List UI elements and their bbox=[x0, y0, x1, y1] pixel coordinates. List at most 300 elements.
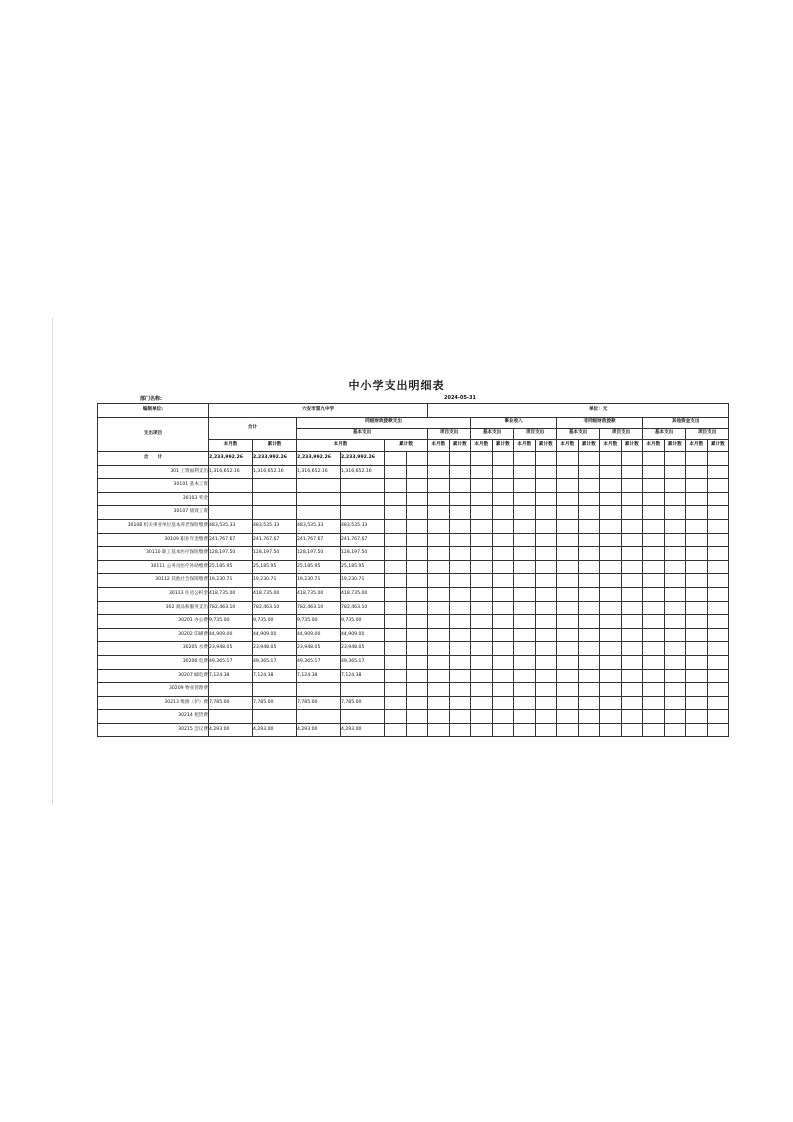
cell-fiscal-month: 7,124.38 bbox=[297, 669, 341, 683]
empty-cell bbox=[686, 710, 708, 724]
empty-cell bbox=[557, 451, 579, 465]
cell-fiscal-cumulative: 2,233,992.26 bbox=[341, 451, 385, 465]
empty-cell bbox=[514, 492, 536, 506]
empty-cell bbox=[471, 560, 493, 574]
empty-cell bbox=[621, 615, 643, 629]
empty-cell bbox=[428, 560, 450, 574]
empty-cell bbox=[535, 615, 557, 629]
empty-cell bbox=[406, 506, 428, 520]
row-label: 30111 公务员医疗补助缴费 bbox=[98, 560, 209, 574]
cell-total-month: 483,535.33 bbox=[209, 519, 253, 533]
empty-cell bbox=[600, 723, 622, 737]
cell-total-month: 49,365.17 bbox=[209, 655, 253, 669]
report-date: 2024-05-31 bbox=[444, 395, 476, 401]
cell-total-month: 241,767.67 bbox=[209, 533, 253, 547]
empty-cell bbox=[385, 492, 407, 506]
empty-cell bbox=[535, 506, 557, 520]
empty-cell bbox=[686, 683, 708, 697]
empty-cell bbox=[557, 479, 579, 493]
empty-cell bbox=[449, 547, 471, 561]
empty-cell bbox=[600, 587, 622, 601]
empty-cell bbox=[535, 519, 557, 533]
table-row bbox=[98, 574, 729, 588]
empty-cell bbox=[707, 683, 729, 697]
header-project: 项目支出 bbox=[514, 428, 557, 439]
empty-cell bbox=[578, 710, 600, 724]
empty-cell bbox=[664, 615, 686, 629]
empty-cell bbox=[385, 723, 407, 737]
empty-cell bbox=[686, 723, 708, 737]
empty-cell bbox=[643, 615, 665, 629]
cell-total-month: 1,316,652.16 bbox=[209, 465, 253, 479]
empty-cell bbox=[707, 492, 729, 506]
empty-cell bbox=[600, 465, 622, 479]
empty-cell bbox=[406, 533, 428, 547]
empty-cell bbox=[643, 587, 665, 601]
empty-cell bbox=[449, 669, 471, 683]
empty-cell bbox=[428, 628, 450, 642]
table-row bbox=[98, 655, 729, 669]
empty-cell bbox=[428, 710, 450, 724]
cell-total-cumulative: 128,197.50 bbox=[253, 547, 297, 561]
empty-cell bbox=[406, 615, 428, 629]
empty-cell bbox=[600, 492, 622, 506]
empty-cell bbox=[514, 574, 536, 588]
cell-total-cumulative: 23,948.05 bbox=[253, 642, 297, 656]
header-month: 本月数 bbox=[514, 439, 536, 451]
cell-total-month: 19,230.71 bbox=[209, 574, 253, 588]
empty-cell bbox=[492, 587, 514, 601]
cell-total-month bbox=[209, 710, 253, 724]
cell-fiscal-cumulative: 19,230.71 bbox=[341, 574, 385, 588]
empty-cell bbox=[664, 669, 686, 683]
empty-cell bbox=[535, 533, 557, 547]
row-label: 30214 租赁费 bbox=[98, 710, 209, 724]
empty-cell bbox=[664, 465, 686, 479]
empty-cell bbox=[600, 628, 622, 642]
empty-cell bbox=[557, 601, 579, 615]
cell-total-month: 2,233,992.26 bbox=[209, 451, 253, 465]
empty-cell bbox=[449, 533, 471, 547]
cell-total-month: 4,293.00 bbox=[209, 723, 253, 737]
cell-fiscal-month bbox=[297, 683, 341, 697]
cell-fiscal-cumulative: 23,948.05 bbox=[341, 642, 385, 656]
empty-cell bbox=[428, 479, 450, 493]
empty-cell bbox=[600, 506, 622, 520]
cell-fiscal-month: 25,185.95 bbox=[297, 560, 341, 574]
empty-cell bbox=[557, 465, 579, 479]
empty-cell bbox=[621, 533, 643, 547]
empty-cell bbox=[664, 479, 686, 493]
empty-cell bbox=[621, 710, 643, 724]
empty-cell bbox=[578, 519, 600, 533]
empty-cell bbox=[707, 506, 729, 520]
empty-cell bbox=[535, 465, 557, 479]
empty-cell bbox=[643, 519, 665, 533]
empty-cell bbox=[600, 696, 622, 710]
header-cumulative: 累计数 bbox=[578, 439, 600, 451]
empty-cell bbox=[664, 696, 686, 710]
empty-cell bbox=[514, 710, 536, 724]
cell-fiscal-month: 128,197.50 bbox=[297, 547, 341, 561]
header-fiscal-same-level: 同级财政拨款支出 bbox=[297, 417, 471, 428]
empty-cell bbox=[385, 615, 407, 629]
empty-cell bbox=[449, 601, 471, 615]
empty-cell bbox=[449, 642, 471, 656]
empty-cell bbox=[492, 547, 514, 561]
empty-cell bbox=[385, 574, 407, 588]
empty-cell bbox=[406, 547, 428, 561]
empty-cell bbox=[406, 655, 428, 669]
empty-cell bbox=[621, 642, 643, 656]
empty-cell bbox=[707, 655, 729, 669]
header-cumulative: 累计数 bbox=[707, 439, 729, 451]
empty-cell bbox=[514, 615, 536, 629]
empty-cell bbox=[428, 669, 450, 683]
header-item: 支出项目 bbox=[98, 417, 209, 451]
empty-cell bbox=[385, 642, 407, 656]
header-project: 项目支出 bbox=[428, 428, 471, 439]
empty-cell bbox=[471, 547, 493, 561]
row-label: 30107 绩效工资 bbox=[98, 506, 209, 520]
empty-cell bbox=[686, 574, 708, 588]
empty-cell bbox=[686, 506, 708, 520]
empty-cell bbox=[492, 533, 514, 547]
cell-total-cumulative bbox=[253, 479, 297, 493]
header-month: 本月数 bbox=[557, 439, 579, 451]
empty-cell bbox=[664, 655, 686, 669]
cell-total-cumulative: 241,767.67 bbox=[253, 533, 297, 547]
empty-cell bbox=[600, 519, 622, 533]
empty-cell bbox=[428, 601, 450, 615]
empty-cell bbox=[406, 696, 428, 710]
empty-cell bbox=[449, 683, 471, 697]
empty-cell bbox=[557, 574, 579, 588]
empty-cell bbox=[578, 655, 600, 669]
empty-cell bbox=[621, 574, 643, 588]
empty-cell bbox=[535, 547, 557, 561]
empty-cell bbox=[428, 465, 450, 479]
empty-cell bbox=[471, 451, 493, 465]
cell-fiscal-month: 418,735.00 bbox=[297, 587, 341, 601]
empty-cell bbox=[643, 492, 665, 506]
empty-cell bbox=[578, 560, 600, 574]
empty-cell bbox=[535, 601, 557, 615]
empty-cell bbox=[643, 628, 665, 642]
empty-cell bbox=[535, 560, 557, 574]
empty-cell bbox=[449, 655, 471, 669]
row-label: 30113 住房公积金 bbox=[98, 587, 209, 601]
empty-cell bbox=[578, 587, 600, 601]
cell-fiscal-month: 49,365.17 bbox=[297, 655, 341, 669]
empty-cell bbox=[578, 642, 600, 656]
cell-total-month: 7,785.00 bbox=[209, 696, 253, 710]
empty-cell bbox=[707, 615, 729, 629]
empty-cell bbox=[686, 696, 708, 710]
cell-fiscal-month: 23,948.05 bbox=[297, 642, 341, 656]
row-label: 30101 基本工资 bbox=[98, 479, 209, 493]
empty-cell bbox=[492, 465, 514, 479]
empty-cell bbox=[600, 479, 622, 493]
cell-fiscal-cumulative bbox=[341, 683, 385, 697]
empty-cell bbox=[578, 492, 600, 506]
cell-total-cumulative: 483,535.33 bbox=[253, 519, 297, 533]
empty-cell bbox=[557, 519, 579, 533]
empty-cell bbox=[514, 560, 536, 574]
empty-cell bbox=[471, 492, 493, 506]
cell-total-cumulative: 782,463.10 bbox=[253, 601, 297, 615]
empty-cell bbox=[643, 723, 665, 737]
empty-cell bbox=[406, 479, 428, 493]
cell-fiscal-month bbox=[297, 492, 341, 506]
cell-fiscal-month: 7,785.00 bbox=[297, 696, 341, 710]
empty-cell bbox=[385, 696, 407, 710]
empty-cell bbox=[514, 669, 536, 683]
empty-cell bbox=[600, 547, 622, 561]
empty-cell bbox=[600, 710, 622, 724]
header-cumulative: 累计数 bbox=[449, 439, 471, 451]
header-cumulative: 累计数 bbox=[253, 439, 297, 451]
empty-cell bbox=[535, 683, 557, 697]
empty-cell bbox=[578, 465, 600, 479]
empty-cell bbox=[707, 574, 729, 588]
empty-cell bbox=[664, 560, 686, 574]
empty-cell bbox=[664, 723, 686, 737]
empty-cell bbox=[535, 710, 557, 724]
empty-cell bbox=[406, 628, 428, 642]
empty-cell bbox=[449, 723, 471, 737]
empty-cell bbox=[514, 628, 536, 642]
expenditure-table bbox=[97, 403, 729, 737]
empty-cell bbox=[471, 506, 493, 520]
empty-cell bbox=[707, 519, 729, 533]
empty-cell bbox=[449, 465, 471, 479]
cell-total-month: 23,948.05 bbox=[209, 642, 253, 656]
empty-cell bbox=[492, 601, 514, 615]
empty-cell bbox=[578, 547, 600, 561]
empty-cell bbox=[406, 642, 428, 656]
cell-total-cumulative: 19,230.71 bbox=[253, 574, 297, 588]
empty-cell bbox=[385, 560, 407, 574]
row-label: 30206 电费 bbox=[98, 655, 209, 669]
empty-cell bbox=[406, 683, 428, 697]
empty-cell bbox=[621, 696, 643, 710]
cell-fiscal-month: 9,735.00 bbox=[297, 615, 341, 629]
empty-cell bbox=[707, 465, 729, 479]
empty-cell bbox=[686, 615, 708, 629]
empty-cell bbox=[535, 723, 557, 737]
empty-cell bbox=[449, 696, 471, 710]
row-label: 30201 办公费 bbox=[98, 615, 209, 629]
table-row bbox=[98, 533, 729, 547]
table-row bbox=[98, 492, 729, 506]
header-basic: 基本支出 bbox=[643, 428, 686, 439]
empty-cell bbox=[514, 587, 536, 601]
header-basic: 基本支出 bbox=[297, 428, 428, 439]
empty-cell bbox=[707, 628, 729, 642]
empty-cell bbox=[643, 669, 665, 683]
empty-cell bbox=[600, 642, 622, 656]
empty-cell bbox=[471, 696, 493, 710]
empty-cell bbox=[471, 533, 493, 547]
table-row bbox=[98, 587, 729, 601]
cell-total-cumulative bbox=[253, 506, 297, 520]
cell-fiscal-month bbox=[297, 506, 341, 520]
empty-cell bbox=[643, 710, 665, 724]
empty-cell bbox=[428, 533, 450, 547]
empty-cell bbox=[621, 601, 643, 615]
empty-cell bbox=[686, 601, 708, 615]
unit-label: 单位：元 bbox=[428, 404, 729, 418]
empty-cell bbox=[514, 451, 536, 465]
empty-cell bbox=[492, 655, 514, 669]
empty-cell bbox=[535, 587, 557, 601]
table-row bbox=[98, 723, 729, 737]
empty-cell bbox=[449, 519, 471, 533]
empty-cell bbox=[600, 574, 622, 588]
empty-cell bbox=[471, 628, 493, 642]
empty-cell bbox=[707, 601, 729, 615]
empty-cell bbox=[449, 587, 471, 601]
header-business-income: 事业收入 bbox=[471, 417, 557, 428]
empty-cell bbox=[643, 506, 665, 520]
empty-cell bbox=[664, 628, 686, 642]
empty-cell bbox=[557, 587, 579, 601]
empty-cell bbox=[557, 547, 579, 561]
empty-cell bbox=[664, 710, 686, 724]
empty-cell bbox=[664, 601, 686, 615]
empty-cell bbox=[492, 492, 514, 506]
cell-total-cumulative: 4,293.00 bbox=[253, 723, 297, 737]
row-label: 30207 邮电费 bbox=[98, 669, 209, 683]
cell-total-month: 25,185.95 bbox=[209, 560, 253, 574]
empty-cell bbox=[428, 587, 450, 601]
empty-cell bbox=[385, 547, 407, 561]
empty-cell bbox=[428, 547, 450, 561]
report-title: 中小学支出明细表 bbox=[348, 379, 445, 392]
empty-cell bbox=[686, 669, 708, 683]
empty-cell bbox=[428, 696, 450, 710]
empty-cell bbox=[557, 615, 579, 629]
empty-cell bbox=[578, 533, 600, 547]
empty-cell bbox=[428, 723, 450, 737]
empty-cell bbox=[621, 547, 643, 561]
empty-cell bbox=[600, 683, 622, 697]
empty-cell bbox=[385, 628, 407, 642]
cell-total-month bbox=[209, 492, 253, 506]
empty-cell bbox=[535, 696, 557, 710]
header-month: 本月数 bbox=[297, 439, 385, 451]
empty-cell bbox=[492, 628, 514, 642]
empty-cell bbox=[385, 479, 407, 493]
empty-cell bbox=[621, 492, 643, 506]
empty-cell bbox=[514, 506, 536, 520]
table-row bbox=[98, 615, 729, 629]
empty-cell bbox=[621, 519, 643, 533]
empty-cell bbox=[385, 465, 407, 479]
empty-cell bbox=[535, 642, 557, 656]
cell-fiscal-month: 4,293.00 bbox=[297, 723, 341, 737]
empty-cell bbox=[707, 560, 729, 574]
empty-cell bbox=[449, 574, 471, 588]
cell-fiscal-cumulative: 128,197.50 bbox=[341, 547, 385, 561]
empty-cell bbox=[514, 696, 536, 710]
empty-cell bbox=[707, 642, 729, 656]
empty-cell bbox=[471, 587, 493, 601]
empty-cell bbox=[621, 479, 643, 493]
empty-cell bbox=[471, 601, 493, 615]
empty-cell bbox=[471, 465, 493, 479]
cell-fiscal-cumulative: 7,785.00 bbox=[341, 696, 385, 710]
empty-cell bbox=[535, 669, 557, 683]
empty-cell bbox=[514, 655, 536, 669]
empty-cell bbox=[492, 506, 514, 520]
empty-cell bbox=[643, 465, 665, 479]
cell-fiscal-month: 1,316,652.16 bbox=[297, 465, 341, 479]
table-row bbox=[98, 479, 729, 493]
header-month: 本月数 bbox=[209, 439, 253, 451]
empty-cell bbox=[557, 628, 579, 642]
empty-cell bbox=[471, 723, 493, 737]
header-month: 本月数 bbox=[471, 439, 493, 451]
empty-cell bbox=[514, 465, 536, 479]
empty-cell bbox=[471, 479, 493, 493]
row-label: 30209 物业管理费 bbox=[98, 683, 209, 697]
empty-cell bbox=[686, 642, 708, 656]
empty-cell bbox=[406, 601, 428, 615]
empty-cell bbox=[449, 615, 471, 629]
header-month: 本月数 bbox=[600, 439, 622, 451]
empty-cell bbox=[385, 655, 407, 669]
empty-cell bbox=[471, 669, 493, 683]
empty-cell bbox=[514, 547, 536, 561]
cell-fiscal-cumulative: 25,185.95 bbox=[341, 560, 385, 574]
empty-cell bbox=[621, 655, 643, 669]
empty-cell bbox=[643, 696, 665, 710]
empty-cell bbox=[643, 479, 665, 493]
empty-cell bbox=[557, 723, 579, 737]
empty-cell bbox=[492, 723, 514, 737]
empty-cell bbox=[686, 492, 708, 506]
empty-cell bbox=[643, 574, 665, 588]
table-row bbox=[98, 710, 729, 724]
row-label: 30112 其他社会保障缴费 bbox=[98, 574, 209, 588]
cell-fiscal-month: 782,463.10 bbox=[297, 601, 341, 615]
empty-cell bbox=[535, 492, 557, 506]
empty-cell bbox=[643, 451, 665, 465]
dept-name-label: 部门名称: bbox=[140, 396, 162, 402]
empty-cell bbox=[707, 669, 729, 683]
empty-cell bbox=[557, 669, 579, 683]
cell-total-cumulative bbox=[253, 710, 297, 724]
cell-total-month bbox=[209, 479, 253, 493]
empty-cell bbox=[406, 492, 428, 506]
table-row bbox=[98, 451, 729, 465]
empty-cell bbox=[406, 669, 428, 683]
empty-cell bbox=[686, 587, 708, 601]
header-other-funds: 其他资金支出 bbox=[643, 417, 729, 428]
row-label: 30202 印刷费 bbox=[98, 628, 209, 642]
empty-cell bbox=[664, 547, 686, 561]
table-row bbox=[98, 465, 729, 479]
cell-total-month: 128,197.50 bbox=[209, 547, 253, 561]
empty-cell bbox=[621, 683, 643, 697]
empty-cell bbox=[428, 642, 450, 656]
cell-fiscal-month: 241,767.67 bbox=[297, 533, 341, 547]
header-cumulative: 累计数 bbox=[535, 439, 557, 451]
empty-cell bbox=[385, 710, 407, 724]
empty-cell bbox=[449, 560, 471, 574]
